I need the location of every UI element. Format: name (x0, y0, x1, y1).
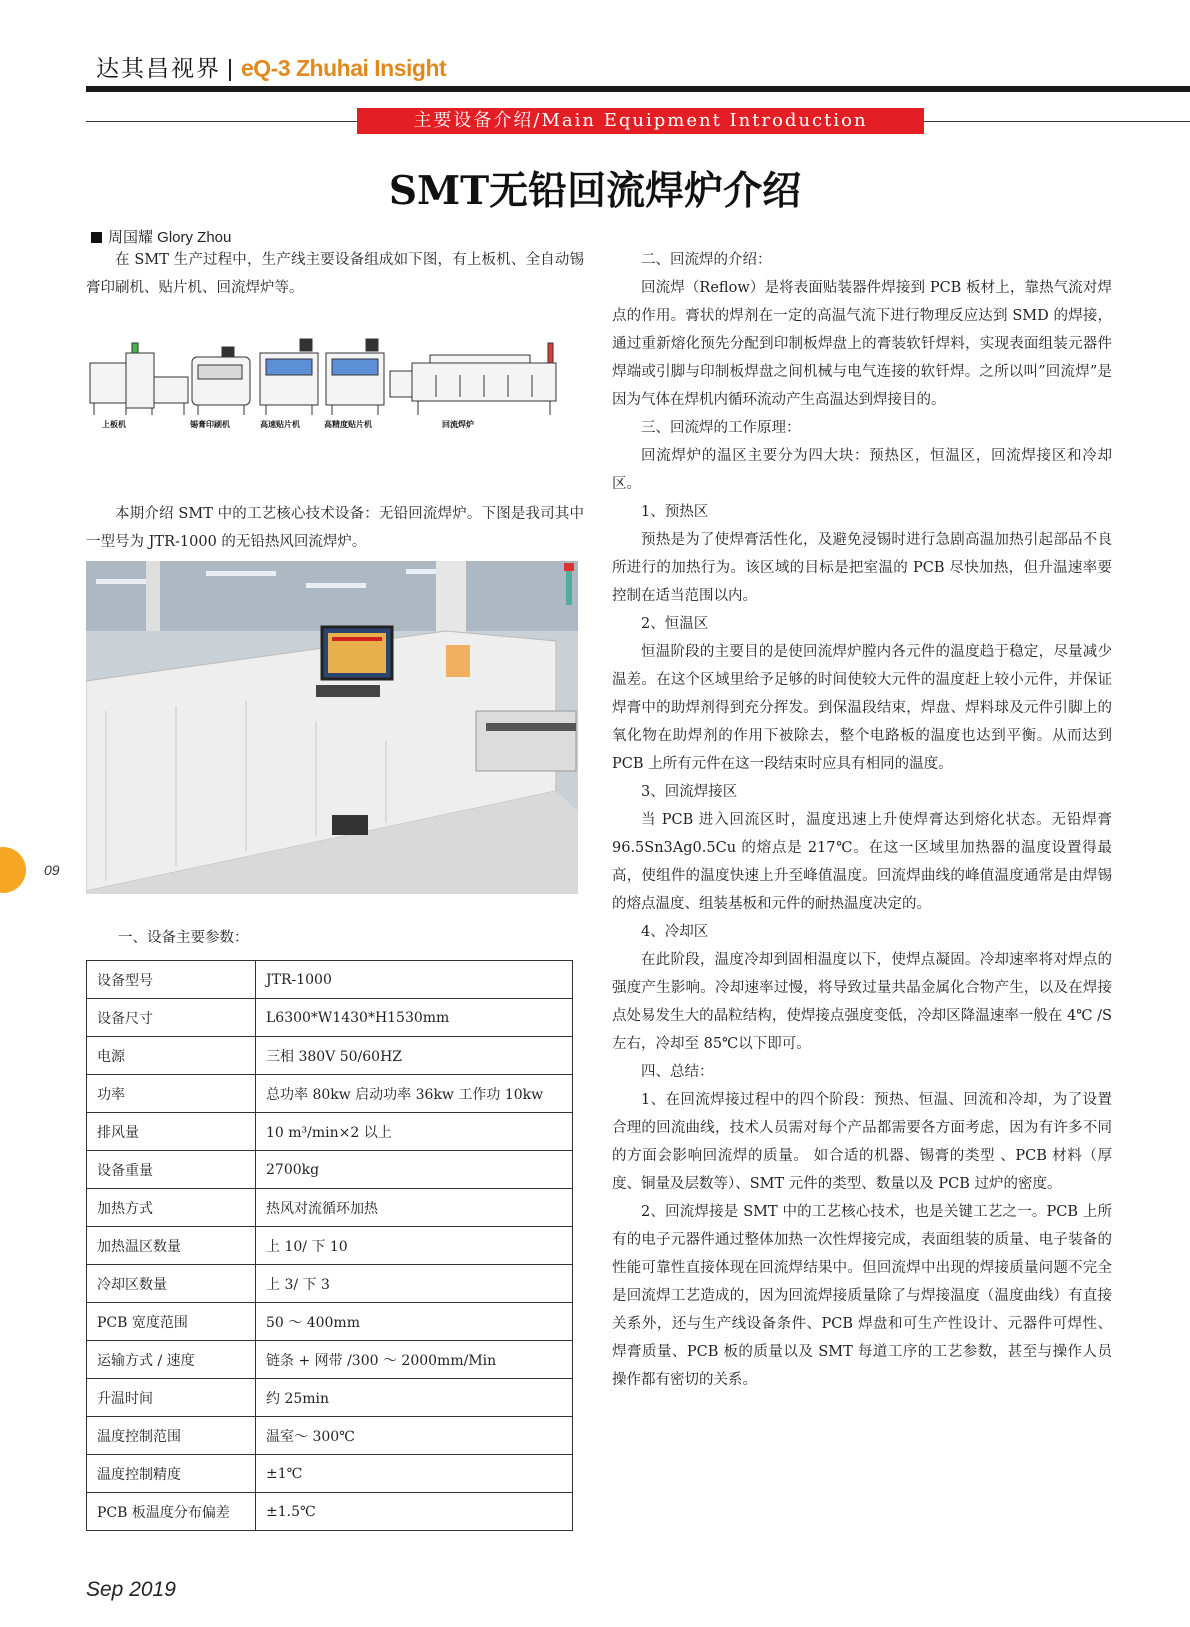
paragraph: 回流焊（Reflow）是将表面贴装器件焊接到 PCB 板材上，靠热气流对焊点的作用。膏状的焊剂在一定的高温气流下进行物理反应达到 SMD 的焊接，通过重新熔化预先分配到印制板焊盘上的膏装软钎焊料，实现表面组装元器件焊端或引脚与印制板焊盘之间机械与电气连接的软钎焊。之所以叫”回流焊”是因为气体在焊机内循环流动产生高温达到焊接目的。 (612, 280, 1112, 408)
param-key: 功率 (87, 1075, 256, 1113)
page-tab-dot (0, 847, 26, 893)
table-row (87, 1113, 573, 1151)
header-rule (86, 86, 1190, 92)
param-value: 约 25min (256, 1379, 573, 1417)
section-banner: 主要设备介绍/Main Equipment Introduction (357, 108, 924, 134)
table-row (87, 1493, 573, 1531)
issue-date: Sep 2019 (86, 1578, 176, 1601)
param-key: 温度控制精度 (87, 1455, 256, 1493)
page-number: 09 (44, 862, 60, 878)
high-speed-placer (260, 339, 318, 415)
subsection-heading: 2、恒温区 (641, 616, 709, 632)
diagram-label: 回流焊炉 (442, 419, 474, 429)
param-key: 冷却区数量 (87, 1265, 256, 1303)
params-table (86, 960, 573, 1531)
diagram-label: 高精度贴片机 (324, 419, 372, 429)
magazine-header (96, 50, 446, 83)
paragraph: 1、在回流焊接过程中的四个阶段：预热、恒温、回流和冷却，为了设置合理的回流曲线，技术人员需对每个产品都需要各方面考虑，因为有许多不同的方面会影响回流焊的质量。 如合适的机器、锡膏的类型 、PCB 材料（厚度、铜量及层数等）、SMT 元件的类型、数量以及 PCB 过炉的密度。 (612, 1092, 1112, 1192)
section-heading: 三、回流焊的工作原理： (641, 420, 801, 436)
brand-cn: 达其昌视界 (96, 56, 221, 82)
paragraph: 2、回流焊接是 SMT 中的工艺核心技术，也是关键工艺之一。PCB 上所有的电子元器件通过整体加热一次性焊接完成，表面组装的质量、电子装备的性能可靠性直接体现在回流焊结果中。但回流焊中出现的焊接质量问题不完全是回流焊工艺造成的，因为回流焊接质量除了与焊接温度（温度曲线）有直接关系外，还与生产线设备条件、PCB 焊盘和可生产性设计、元器件可焊性、焊膏质量、PCB 板的质量以及 SMT 每道工序的工艺参数，甚至与操作人员操作都有密切的关系。 (612, 1204, 1112, 1388)
diagram-label: 上板机 (102, 419, 126, 429)
param-value: ±1.5℃ (256, 1493, 573, 1531)
param-value: JTR-1000 (256, 961, 573, 999)
param-value: 链条 + 网带 /300 ～ 2000mm/Min (256, 1341, 573, 1379)
paragraph: 当 PCB 进入回流区时，温度迅速上升使焊膏达到熔化状态。无铅焊膏 96.5Sn3Ag0.5Cu 的熔点是 217℃。在这一区域里加热器的温度设置得最高，使组件的温度快速上升至峰值温度。回流焊曲线的峰值温度通常是由焊锡的熔点温度、组装基板和元件的耐热温度决定的。 (612, 812, 1112, 912)
intro-paragraph: 在 SMT 生产过程中，生产线主要设备组成如下图，有上板机、全自动锡膏印刷机、贴片机、回流焊炉等。 (86, 252, 584, 296)
table-row (87, 1455, 573, 1493)
table-row (87, 1303, 573, 1341)
param-key: 设备尺寸 (87, 999, 256, 1037)
table-row (87, 961, 573, 999)
loader-machine (90, 343, 188, 415)
param-value: 上 3/ 下 3 (256, 1265, 573, 1303)
param-key: 设备型号 (87, 961, 256, 999)
table-row (87, 1151, 573, 1189)
param-key: 排风量 (87, 1113, 256, 1151)
param-value: 10 m³/min×2 以上 (256, 1113, 573, 1151)
table-row (87, 1075, 573, 1113)
author-name: 周国耀 Glory Zhou (108, 229, 232, 246)
param-key: 加热温区数量 (87, 1227, 256, 1265)
article-title: SMT无铅回流焊炉介绍 (388, 168, 802, 214)
param-key: 运输方式 / 速度 (87, 1341, 256, 1379)
section-heading: 二、回流焊的介绍： (641, 252, 772, 268)
paragraph: 在此阶段，温度冷却到固相温度以下，使焊点凝固。冷却速率将对焊点的强度产生影响。冷却速率过慢，将导致过量共晶金属化合物产生，以及在焊接点处易发生大的晶粒结构，使焊接点强度变低，冷却区降温速率一般在 4℃ /S 左右，冷却至 85℃以下即可。 (612, 952, 1112, 1052)
param-key: 电源 (87, 1037, 256, 1075)
param-value: 2700kg (256, 1151, 573, 1189)
param-value: 三相 380V 50/60HZ (256, 1037, 573, 1075)
reflow-oven-photo (86, 561, 578, 894)
diagram-label: 高速贴片机 (260, 419, 300, 429)
high-precision-placer (326, 339, 384, 415)
table-row (87, 1189, 573, 1227)
subsection-heading: 4、冷却区 (641, 924, 709, 940)
params-heading: 一、设备主要参数： (118, 930, 249, 946)
reflow-oven (390, 343, 556, 415)
right-column (612, 246, 1112, 1394)
param-key: PCB 宽度范围 (87, 1303, 256, 1341)
param-value: 上 10/ 下 10 (256, 1227, 573, 1265)
table-row (87, 1265, 573, 1303)
square-bullet-icon (91, 232, 102, 243)
subsection-heading: 3、回流焊接区 (641, 784, 738, 800)
paragraph: 回流焊炉的温区主要分为四大块：预热区，恒温区，回流焊接区和冷却区。 (612, 448, 1112, 492)
param-key: 加热方式 (87, 1189, 256, 1227)
param-key: PCB 板温度分布偏差 (87, 1493, 256, 1531)
brand-separator: | (227, 55, 235, 81)
param-value: 温室～ 300℃ (256, 1417, 573, 1455)
paragraph: 恒温阶段的主要目的是使回流焊炉膛内各元件的温度趋于稳定，尽量减少温差。在这个区域里给予足够的时间使较大元件的温度赶上较小元件，并保证焊膏中的助焊剂得到充分挥发。到保温段结束，焊盘、焊料球及元件引脚上的氧化物在助焊剂的作用下被除去，整个电路板的温度也达到平衡。从而达到 PCB 上所有元件在这一段结束时应具有相同的温度。 (612, 644, 1112, 772)
param-key: 温度控制范围 (87, 1417, 256, 1455)
table-row (87, 1379, 573, 1417)
param-value: 50 ～ 400mm (256, 1303, 573, 1341)
table-row (87, 1417, 573, 1455)
subsection-heading: 1、预热区 (641, 504, 709, 520)
paragraph: 预热是为了使焊膏活性化，及避免浸锡时进行急剧高温加热引起部品不良所进行的加热行为。该区域的目标是把室温的 PCB 尽快加热，但升温速率要控制在适当范围以内。 (612, 532, 1112, 604)
brand-en: eQ-3 Zhuhai Insight (240, 55, 447, 81)
param-value: 热风对流循环加热 (256, 1189, 573, 1227)
param-value: L6300*W1430*H1530mm (256, 999, 573, 1037)
table-row (87, 1037, 573, 1075)
production-line-diagram (86, 335, 584, 450)
diagram-label: 锡膏印刷机 (190, 419, 230, 429)
section-heading: 四、总结： (641, 1064, 714, 1080)
table-row (87, 1341, 573, 1379)
printer-machine (192, 347, 250, 415)
param-value: ±1℃ (256, 1455, 573, 1493)
author-line (91, 226, 231, 247)
equipment-intro-paragraph: 本期介绍 SMT 中的工艺核心技术设备：无铅回流焊炉。下图是我司其中一型号为 JTR-1000 的无铅热风回流焊炉。 (86, 506, 584, 550)
param-key: 升温时间 (87, 1379, 256, 1417)
param-value: 总功率 80kw 启动功率 36kw 工作功 10kw (256, 1075, 573, 1113)
table-row (87, 1227, 573, 1265)
param-key: 设备重量 (87, 1151, 256, 1189)
table-row (87, 999, 573, 1037)
